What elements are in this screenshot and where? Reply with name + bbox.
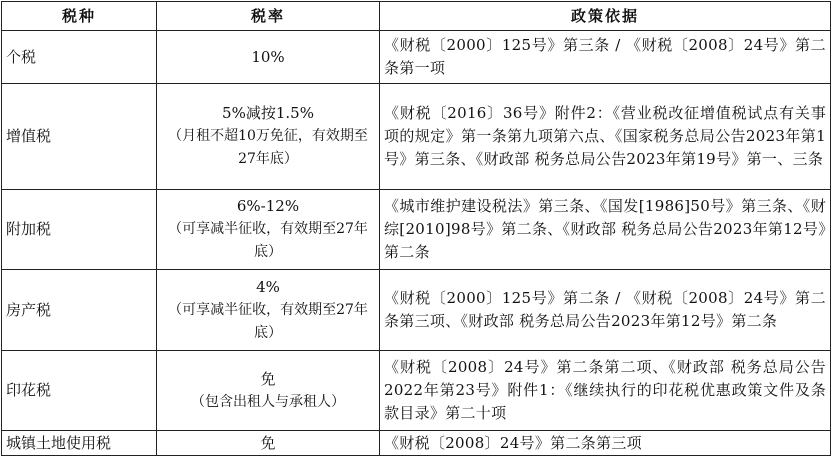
tax-policy-document <box>0 1 831 475</box>
tax-rate-cell <box>157 270 380 351</box>
table-header-row <box>2 2 831 31</box>
policy-basis-cell: 《财税〔2008〕24号》第二条第二项、《财政部 税务总局公告2022年第23号》附件1：《继续执行的印花税优惠政策文件及条款目录》第二十项 <box>380 351 831 431</box>
policy-basis-cell: 《财税〔2000〕125号》第三条 / 《财税〔2008〕24号》第二条第一项 <box>380 31 831 84</box>
table-row <box>2 270 831 351</box>
policy-basis-cell: 《财税〔2016〕36号》附件2：《营业税改征增值税试点有关事项的规定》第一条第九项第六点、《国家税务总局公告2023年第1号》第三条、《财政部 税务总局公告2023年第19号》第一、三条 <box>380 84 831 190</box>
rate-note: （包含出租人与承租人） <box>191 393 345 410</box>
table-row <box>2 84 831 190</box>
tax-type-cell: 增值税 <box>2 84 157 190</box>
rate-value: 免 <box>260 433 276 452</box>
tax-type-cell: 印花税 <box>2 351 157 431</box>
tax-rate-cell <box>157 351 380 431</box>
tax-type-cell: 房产税 <box>2 270 157 351</box>
header-policy-basis: 政策依据 <box>380 2 831 31</box>
rate-value: 6%-12% <box>236 197 300 215</box>
tax-type-cell: 城镇土地使用税 <box>2 431 157 456</box>
tax-rate-cell <box>157 84 380 190</box>
policy-basis-cell: 《财税〔2000〕125号》第二条 / 《财税〔2008〕24号》第二条第三项、《财政部 税务总局公告2023年第12号》第二条 <box>380 270 831 351</box>
rate-note: （可享减半征收，有效期至27年底） <box>168 221 368 260</box>
tax-policy-table <box>1 1 831 456</box>
tax-type-cell: 附加税 <box>2 190 157 270</box>
table-row <box>2 431 831 456</box>
tax-type-cell: 个税 <box>2 31 157 84</box>
header-tax-type: 税种 <box>2 2 157 31</box>
tax-rate-cell <box>157 190 380 270</box>
header-tax-rate: 税率 <box>157 2 380 31</box>
rate-note: （可享减半征收，有效期至27年底） <box>168 301 368 341</box>
rate-value: 免 <box>260 369 276 388</box>
rate-note: （月租不超10万免征，有效期至27年底） <box>168 128 368 167</box>
rate-value: 5%减按1.5% <box>222 104 314 122</box>
rate-value: 4% <box>256 277 280 296</box>
rate-value: 10% <box>251 47 285 66</box>
policy-basis-cell: 《财税〔2008〕24号》第二条第三项 <box>380 431 831 456</box>
tax-rate-cell <box>157 31 380 84</box>
table-row <box>2 31 831 84</box>
table-row <box>2 351 831 431</box>
tax-rate-cell <box>157 431 380 456</box>
policy-basis-cell: 《城市维护建设税法》第三条、《国发[1986]50号》第三条、《财综[2010]98号》第二条、《财政部 税务总局公告2023年第12号》第二条 <box>380 190 831 270</box>
table-row <box>2 190 831 270</box>
